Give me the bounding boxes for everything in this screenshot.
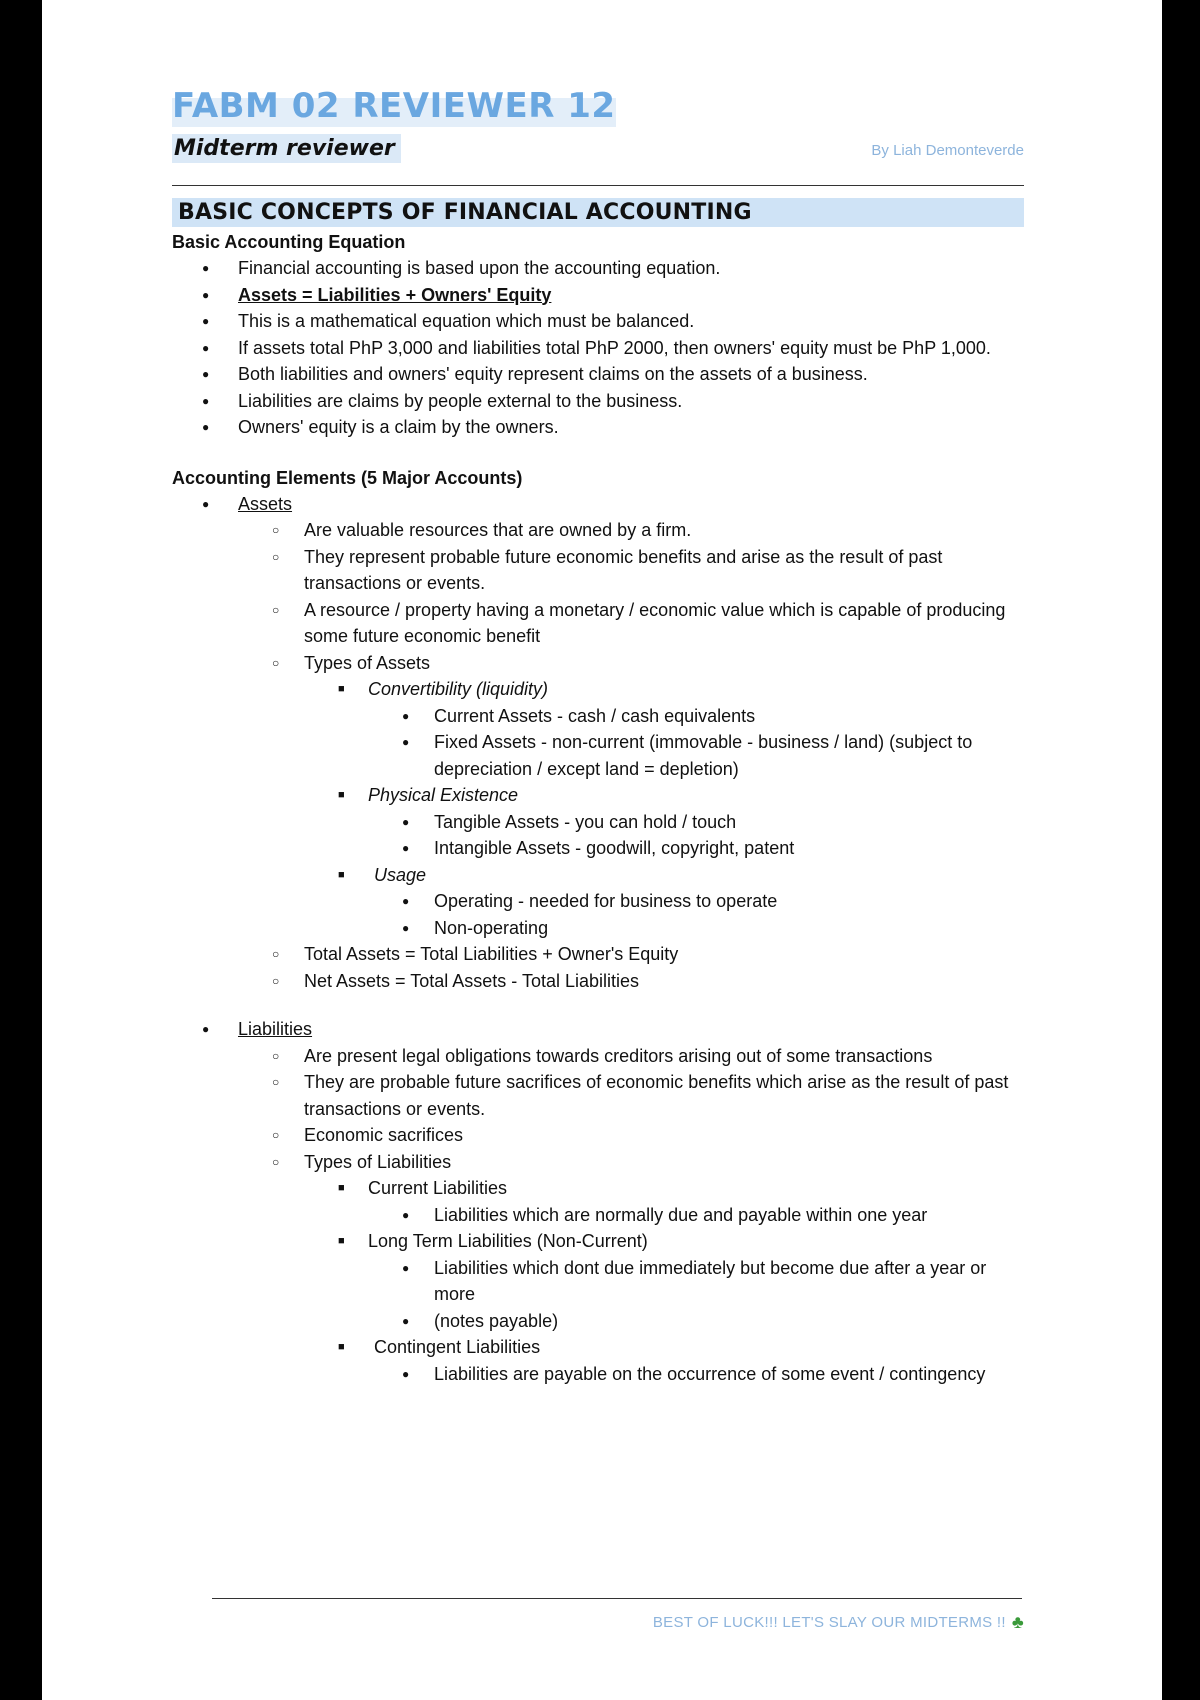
list-item: ○ Types of Liabilities (172, 1149, 1024, 1176)
list-item: ● Tangible Assets - you can hold / touch (172, 809, 1024, 836)
long-term-liabilities-item: ■ Long Term Liabilities (Non-Current) (172, 1228, 1024, 1255)
list-item: ● (notes payable) (172, 1308, 1024, 1335)
section-heading: BASIC CONCEPTS OF FINANCIAL ACCOUNTING (172, 198, 1024, 227)
physical-label: Physical Existence (368, 785, 519, 805)
list-item: ○ Total Assets = Total Liabilities + Owner's Equity (172, 941, 1024, 968)
list-item: ○ Types of Assets (172, 650, 1024, 677)
list-item: ○ Are valuable resources that are owned by a firm. (172, 517, 1024, 544)
list-item: ● Liabilities which are normally due and payable within one year (172, 1202, 1024, 1229)
document-title: FABM 02 REVIEWER 12 (172, 80, 616, 132)
list-item: ● Intangible Assets - goodwill, copyright, patent (172, 835, 1024, 862)
list-item: ○ Net Assets = Total Assets - Total Liabilities (172, 968, 1024, 995)
asset-type-list (172, 782, 1024, 809)
spacer (172, 994, 1024, 1016)
subtitle-row (172, 134, 1024, 163)
list-item: ● Financial accounting is based upon the accounting equation. (172, 255, 1024, 282)
footer (653, 1612, 1024, 1633)
contingent-liabilities-items (172, 1361, 1024, 1388)
usage-items (172, 888, 1024, 941)
assets-label: Assets (238, 493, 293, 514)
equation-formula: Assets = Liabilities + Owners' Equity (238, 284, 552, 305)
list-item: ○ Are present legal obligations towards creditors arising out of some transactions (172, 1043, 1024, 1070)
physical-items (172, 809, 1024, 862)
document-content (172, 80, 1024, 1387)
list-item: ● Liabilities which dont due immediately but become due after a year or more (172, 1255, 1024, 1308)
contingent-label: Contingent Liabilities (374, 1337, 541, 1357)
list-item: ● Current Assets - cash / cash equivalents (172, 703, 1024, 730)
elements-heading: Accounting Elements (5 Major Accounts) (172, 467, 523, 488)
current-liabilities-items (172, 1202, 1024, 1229)
liability-type-list (172, 1175, 1024, 1202)
list-item: ○ Economic sacrifices (172, 1122, 1024, 1149)
liabilities-points (172, 1043, 1024, 1176)
document-subtitle: Midterm reviewer (172, 134, 401, 163)
current-liabilities-item: ■ Current Liabilities (172, 1175, 1024, 1202)
list-item: ● Operating - needed for business to operate (172, 888, 1024, 915)
assets-item (172, 491, 1024, 518)
list-item: ● Both liabilities and owners' equity represent claims on the assets of a business. (172, 361, 1024, 388)
elements-list (172, 491, 1024, 518)
convertibility-label: Convertibility (liquidity) (368, 679, 549, 699)
list-item (172, 282, 1024, 309)
list-item: ● Liabilities are claims by people external to the business. (172, 388, 1024, 415)
clover-icon: ♣ (1011, 1612, 1024, 1632)
convertibility-items (172, 703, 1024, 783)
contingent-liabilities-item (172, 1334, 1024, 1361)
list-item: ○ They represent probable future economic benefits and arise as the result of past transactions or events. (172, 544, 1024, 597)
footer-divider (212, 1598, 1022, 1599)
page-top-edge (42, 0, 1162, 20)
list-item: ● Non-operating (172, 915, 1024, 942)
list-item: ● This is a mathematical equation which must be balanced. (172, 308, 1024, 335)
header-divider (172, 185, 1024, 186)
liabilities-label: Liabilities (238, 1019, 313, 1039)
footer-text: BEST OF LUCK!!! LET'S SLAY OUR MIDTERMS !! (652, 1614, 1006, 1631)
liabilities-item (172, 1016, 1024, 1043)
liability-type-list (172, 1228, 1024, 1255)
asset-type-list (172, 862, 1024, 889)
list-item: ● Fixed Assets - non-current (immovable - business / land) (subject to depreciation / except land = depletion) (172, 729, 1024, 782)
liability-type-list (172, 1334, 1024, 1361)
long-term-liabilities-items (172, 1255, 1024, 1335)
author-credit: By Liah Demonteverde (871, 142, 1024, 159)
equation-list (172, 255, 1024, 441)
asset-formulas (172, 941, 1024, 994)
elements-list (172, 1016, 1024, 1043)
physical-item (172, 782, 1024, 809)
list-item: ● If assets total PhP 3,000 and liabilities total PhP 2000, then owners' equity must be PhP 1,000. (172, 335, 1024, 362)
asset-type-list (172, 676, 1024, 703)
list-item: ● Liabilities are payable on the occurrence of some event / contingency (172, 1361, 1024, 1388)
usage-label: Usage (374, 864, 427, 885)
list-item: ○ They are probable future sacrifices of economic benefits which arise as the result of past transactions or events. (172, 1069, 1024, 1122)
equation-heading: Basic Accounting Equation (172, 232, 406, 252)
assets-points (172, 517, 1024, 676)
convertibility-item (172, 676, 1024, 703)
list-item: ● Owners' equity is a claim by the owners. (172, 414, 1024, 441)
spacer (172, 441, 1024, 463)
usage-item (172, 862, 1024, 889)
list-item: ○ A resource / property having a monetary / economic value which is capable of producing some future economic benefit (172, 597, 1024, 650)
